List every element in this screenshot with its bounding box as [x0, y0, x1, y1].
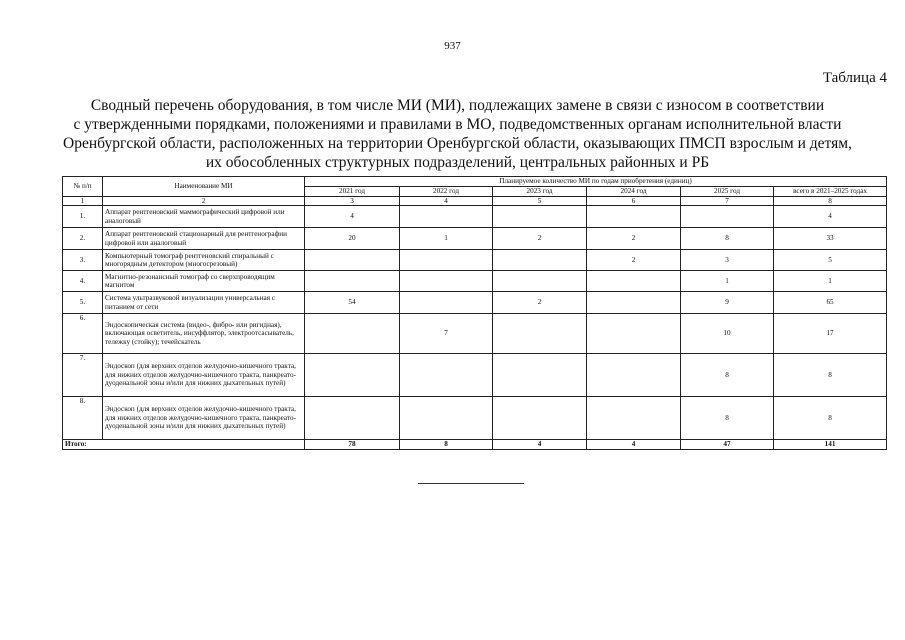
row-number: 3. [63, 250, 103, 271]
value-2024 [587, 206, 681, 228]
row-number: 5. [63, 292, 103, 314]
value-2022 [400, 206, 493, 228]
value-2025: 3 [681, 250, 774, 271]
value-total: 8 [774, 397, 887, 440]
value-2022 [400, 292, 493, 314]
value-2023 [493, 314, 587, 354]
column-number: 1 [63, 196, 103, 206]
value-2021 [305, 397, 400, 440]
value-2021 [305, 250, 400, 271]
table-row [63, 250, 887, 271]
row-number: 7. [63, 354, 103, 397]
table-row [63, 206, 887, 228]
value-2024 [587, 397, 681, 440]
header-year: 2021 год [305, 187, 400, 197]
value-2021 [305, 354, 400, 397]
row-name: Магнитно-резонансный томограф со сверхпроводящим магнитом [103, 271, 305, 292]
row-number: 8. [63, 397, 103, 440]
value-2022 [400, 354, 493, 397]
value-2023 [493, 250, 587, 271]
column-number: 7 [681, 196, 774, 206]
table-row [63, 292, 887, 314]
row-name: Эндоскопическая система (видео-, фибро- или ригидная), включающая осветитель, инсуффлятор, электроотсасыватель, тележку (стойку); течейскатель [103, 314, 305, 354]
header-year: 2022 год [400, 187, 493, 197]
total-label: Итого: [63, 440, 305, 450]
value-total: 4 [774, 206, 887, 228]
value-2022 [400, 271, 493, 292]
value-2025: 1 [681, 271, 774, 292]
title-line: их обособленных структурных подразделений, центральных районных и РБ [205, 154, 710, 171]
header-name: Наименование МИ [103, 177, 305, 197]
total-2025: 47 [681, 440, 774, 450]
value-total: 5 [774, 250, 887, 271]
value-2023 [493, 271, 587, 292]
value-2021: 54 [305, 292, 400, 314]
header-total: всего в 2021–2025 годах [774, 187, 887, 197]
value-2024 [587, 292, 681, 314]
footer-divider [418, 483, 524, 484]
value-2024 [587, 314, 681, 354]
header-year: 2024 год [587, 187, 681, 197]
total-all: 141 [774, 440, 887, 450]
header-num: № п/п [63, 177, 103, 197]
row-name: Компьютерный томограф рентгеновский спиральный с многорядным детектором (многосрезовый) [103, 250, 305, 271]
column-number: 6 [587, 196, 681, 206]
table-row [63, 354, 887, 397]
value-2022: 1 [400, 228, 493, 250]
title-line: с утвержденными порядками, положениями и правилами в МО, подведомственных органам исполнительной власти [73, 116, 842, 133]
value-2021 [305, 271, 400, 292]
table-row [63, 271, 887, 292]
table-row [63, 397, 887, 440]
total-2022: 8 [400, 440, 493, 450]
title-line: Сводный перечень оборудования, в том числе МИ (МИ), подлежащих замене в связи с износом в соответствии [90, 97, 825, 114]
row-name: Эндоскоп (для верхних отделов желудочно-кишечного тракта, для нижних отделов желудочно-кишечного тракта, панкреато-дуоденальной зоны и/или для нижних дыхательных путей) [103, 354, 305, 397]
row-number: 2. [63, 228, 103, 250]
table-row [63, 314, 887, 354]
document-title [40, 96, 875, 172]
value-total: 17 [774, 314, 887, 354]
table-row [63, 228, 887, 250]
value-2025: 8 [681, 354, 774, 397]
row-number: 1. [63, 206, 103, 228]
total-2024: 4 [587, 440, 681, 450]
value-2024 [587, 354, 681, 397]
value-2022 [400, 250, 493, 271]
value-2023 [493, 397, 587, 440]
equipment-table [62, 176, 887, 450]
value-2021 [305, 314, 400, 354]
total-row [63, 440, 887, 450]
value-2025: 9 [681, 292, 774, 314]
page-number: 937 [444, 40, 461, 52]
header-group: Планируемое количество МИ по годам приобретения (единиц) [305, 177, 887, 187]
row-name: Система ультразвуковой визуализации универсальная с питанием от сети [103, 292, 305, 314]
total-2023: 4 [493, 440, 587, 450]
value-total: 1 [774, 271, 887, 292]
value-2025: 8 [681, 397, 774, 440]
value-2023 [493, 206, 587, 228]
column-number: 3 [305, 196, 400, 206]
value-2022: 7 [400, 314, 493, 354]
table-label: Таблица 4 [822, 70, 887, 86]
value-2024: 2 [587, 228, 681, 250]
value-2025 [681, 206, 774, 228]
row-name: Аппарат рентгеновский стационарный для рентгенографии цифровой или аналоговый [103, 228, 305, 250]
value-2023: 2 [493, 228, 587, 250]
column-number: 8 [774, 196, 887, 206]
value-total: 65 [774, 292, 887, 314]
column-number: 2 [103, 196, 305, 206]
value-2022 [400, 397, 493, 440]
value-2024 [587, 271, 681, 292]
total-2021: 78 [305, 440, 400, 450]
value-2025: 10 [681, 314, 774, 354]
value-2024: 2 [587, 250, 681, 271]
value-2025: 8 [681, 228, 774, 250]
column-number: 4 [400, 196, 493, 206]
row-name: Аппарат рентгеновский маммографический цифровой или аналоговый [103, 206, 305, 228]
value-2021: 4 [305, 206, 400, 228]
value-total: 33 [774, 228, 887, 250]
header-year: 2025 год [681, 187, 774, 197]
value-2021: 20 [305, 228, 400, 250]
header-year: 2023 год [493, 187, 587, 197]
row-number: 4. [63, 271, 103, 292]
column-number: 5 [493, 196, 587, 206]
value-2023 [493, 354, 587, 397]
value-2023: 2 [493, 292, 587, 314]
value-total: 8 [774, 354, 887, 397]
row-number: 6. [63, 314, 103, 354]
title-line: Оренбургской области, расположенных на территории Оренбургской области, оказывающих ПМСП взрослым и детям, [63, 135, 852, 152]
row-name: Эндоскоп (для верхних отделов желудочно-кишечного тракта, для нижних отделов желудочно-кишечного тракта, панкреато-дуоденальной зоны и/или для нижних дыхательных путей) [103, 397, 305, 440]
